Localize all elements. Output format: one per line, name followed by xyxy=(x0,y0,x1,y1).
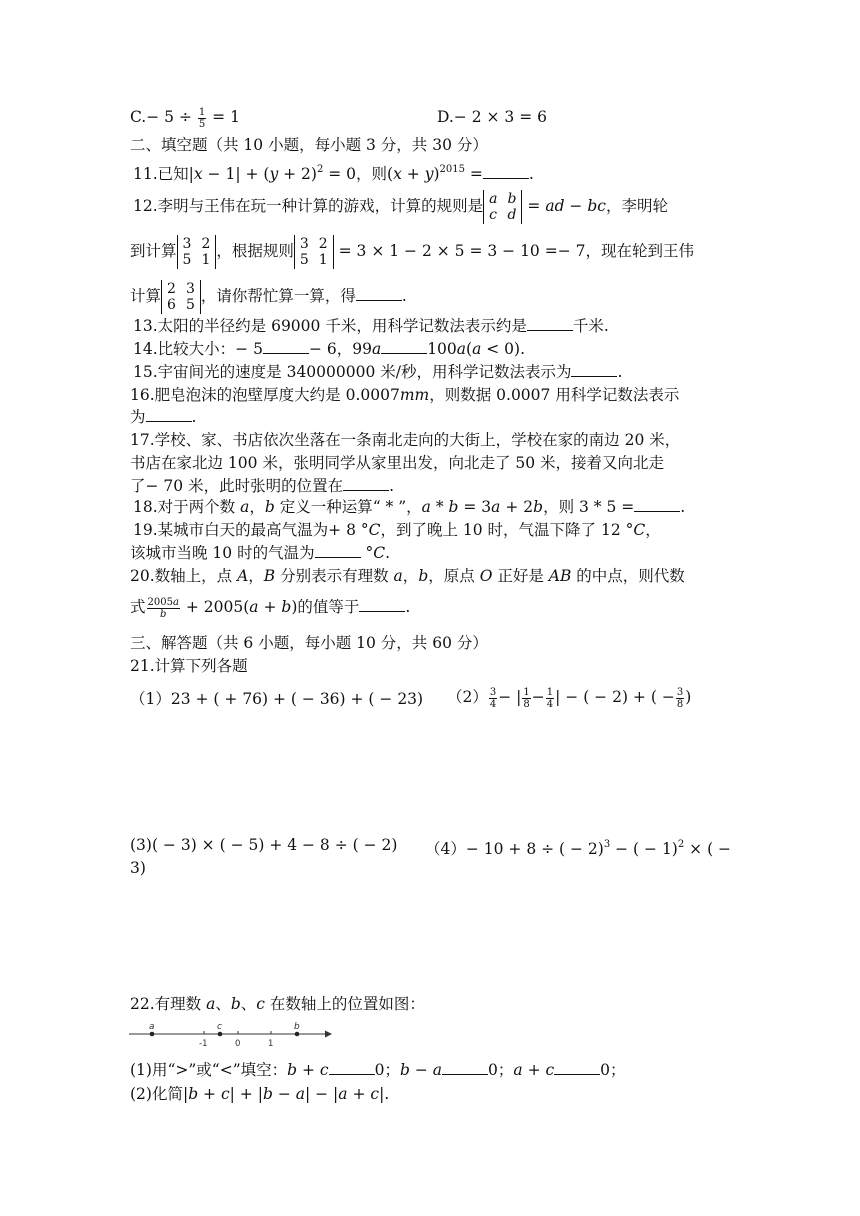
question-16-line-1: 16.肥皂泡沫的泡壁厚度大约是 0.0007mm，则数据 0.0007 用科学记数法表示 xyxy=(130,386,680,404)
question-21-part-2: （2） $\frac{3}{4}$ − | $\frac{1}{8}$ − $\frac{1}{4}$ | − ( − 2) + ( − $\frac{3}{8}$ ) xyxy=(447,686,692,710)
section-3-title: 三、解答题（共 6 小题，每小题 10 分，共 60 分） xyxy=(130,634,488,652)
option-c: C.− 5 ÷ $\frac{1}{5}$ = 1 xyxy=(130,106,240,130)
question-21-part-3: (3)( − 3) × ( − 5) + 4 − 8 ÷ ( − 2) xyxy=(130,836,398,854)
tick-label-0: 0 xyxy=(235,1039,241,1049)
question-22-part-1: (1)用“>”或“<”填空：b + c 0；b − a 0；a + c 0； xyxy=(130,1061,626,1079)
question-20-line-1: 20.数轴上，点 A，B 分别表示有理数 a，b，原点 O 正好是 AB 的中点，则代数 xyxy=(130,567,685,585)
question-21-title: 21.计算下列各题 xyxy=(130,657,248,675)
tick-label-minus-1: -1 xyxy=(199,1039,208,1049)
option-d: D.− 2 × 3 = 6 xyxy=(437,108,547,126)
question-17-line-1: 17.学校、家、书店依次坐落在一条南北走向的大街上，学校在家的南边 20 米， xyxy=(130,431,681,449)
question-11: 11.已知$|x - 1| + (y + 2)^2 = 0$，则$(x + y)^{2015}$ = . xyxy=(133,164,534,183)
axis-arrow-icon xyxy=(325,1031,332,1038)
point-b xyxy=(295,1032,300,1037)
question-17-line-2: 书店在家北边 100 米，张明同学从家里出发，向北走了 50 米，接着又向北走 xyxy=(130,454,665,472)
question-12-line-3: 计算 2 3 6 5 ，请你帮忙算一算，得 . xyxy=(130,281,407,313)
question-17-line-3: 了− 70 米，此时张明的位置在 . xyxy=(130,477,395,495)
question-12-line-2: 到计算 3 2 5 1 ，根据规则 3 2 5 1 = 3 × 1 − 2 × 5 = 3 − 10 =− 7，现在轮到王伟 xyxy=(130,236,694,268)
label-b: b xyxy=(294,1022,300,1032)
label-a: a xyxy=(149,1022,155,1032)
section-2-title: 二、填空题（共 10 小题，每小题 3 分，共 30 分） xyxy=(130,136,488,154)
question-15: 15.宇宙间光的速度是 340000000 米/秒，用科学记数法表示为 . xyxy=(133,363,623,381)
point-a xyxy=(150,1032,155,1037)
number-line-figure xyxy=(125,1018,340,1050)
question-21-part-4-line-2: 3) xyxy=(130,859,146,877)
question-21-part-4-line-1: （4）− 10 + 8 ÷ ( − 2)$^3$ − ( − 1)$^2$ × ( − xyxy=(425,839,732,858)
question-13: 13.太阳的半径约是 69000 千米，用科学记数法表示约是 千米. xyxy=(133,317,609,335)
question-12-line-1: 12.李明与王伟在玩一种计算的游戏，计算的规则是 a b c d = ad − bc，李明轮 xyxy=(133,191,668,223)
label-c: c xyxy=(217,1022,222,1032)
question-14: 14.比较大小：− 5 − 6，99a 100a(a < 0). xyxy=(133,340,526,358)
question-19-line-2: 该城市当晚 10 时的气温为 °C. xyxy=(130,544,391,562)
question-20-line-2: 式 $\frac{2005a}{b}$ + 2005(a + b)的值等于 . xyxy=(130,596,411,620)
question-22-part-2: (2)化简|b + c| + |b − a| − |a + c|. xyxy=(130,1085,390,1103)
question-16-line-2: 为 . xyxy=(130,408,197,426)
tick-label-1: 1 xyxy=(268,1039,274,1049)
question-22-title: 22.有理数 a、b、c 在数轴上的位置如图： xyxy=(130,995,425,1013)
question-19-line-1: 19.某城市白天的最高气温为+ 8 °C，到了晚上 10 时，气温下降了 12 °C， xyxy=(133,521,661,539)
point-c xyxy=(218,1032,223,1037)
question-21-part-1: （1）23 + ( + 76) + ( − 36) + ( − 23) xyxy=(130,690,424,708)
question-18: 18.对于两个数 a，b 定义一种运算“ * ”，a * b = 3a + 2b，则 3 * 5 = . xyxy=(133,498,686,516)
